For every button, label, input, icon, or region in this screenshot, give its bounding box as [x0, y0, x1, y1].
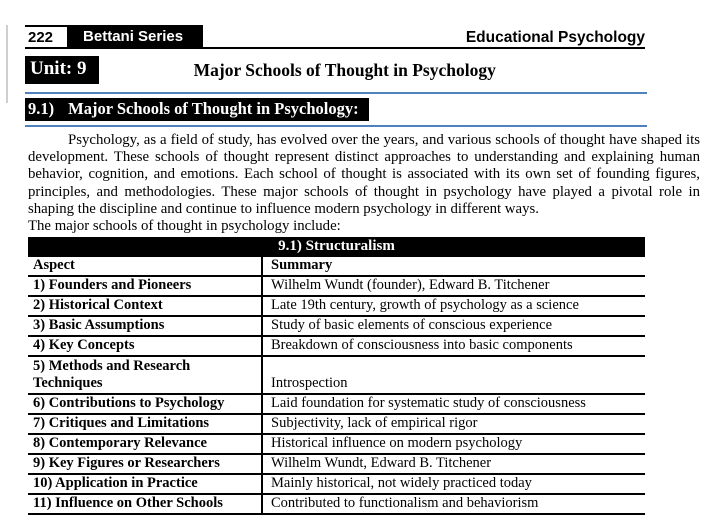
- table-header-row: [28, 256, 645, 276]
- table-row: [28, 394, 645, 414]
- table-row: [28, 356, 645, 394]
- summary-cell: Mainly historical, not widely practiced today: [262, 474, 645, 494]
- summary-cell: Laid foundation for systematic study of consciousness: [262, 394, 645, 414]
- summary-cell: Breakdown of consciousness into basic components: [262, 336, 645, 356]
- series-badge: Bettani Series: [67, 25, 203, 47]
- column-header-summary: Summary: [262, 256, 645, 276]
- unit-badge: Unit: 9: [25, 56, 99, 84]
- page-number: 222: [25, 25, 67, 47]
- table-row: [28, 474, 645, 494]
- aspect-cell: 8) Contemporary Relevance: [28, 434, 262, 454]
- summary-cell: Subjectivity, lack of empirical rigor: [262, 414, 645, 434]
- table-title: 9.1) Structuralism: [28, 237, 645, 256]
- intro-paragraph: Psychology, as a field of study, has evolved over the years, and various schools of thought have shaped its development. These schools of thought represent distinct approaches to understanding and explaining human behavior, cognition, and emotions. Each school of thought is associated with its own set of founding figures, principles, and methodologies. These major schools of thought in psychology have played a pivotal role in shaping the discipline and continue to influence modern psychology in different ways.: [28, 132, 700, 217]
- section-heading-text: Major Schools of Thought in Psychology:: [68, 99, 359, 118]
- aspect-cell: 9) Key Figures or Researchers: [28, 454, 262, 474]
- header-spacer: [203, 25, 466, 47]
- table-row: [28, 296, 645, 316]
- table-row: [28, 414, 645, 434]
- intro-paragraph-block: [28, 132, 700, 218]
- section-heading-rule: [25, 92, 647, 127]
- table-title-row: [28, 237, 645, 256]
- summary-cell: Wilhelm Wundt (founder), Edward B. Titchener: [262, 276, 645, 296]
- table-row: [28, 454, 645, 474]
- section-number: 9.1): [28, 99, 55, 118]
- aspect-cell: 6) Contributions to Psychology: [28, 394, 262, 414]
- structuralism-table: [28, 237, 645, 515]
- subject-title: Educational Psychology: [465, 29, 645, 46]
- summary-cell: Study of basic elements of conscious experience: [262, 316, 645, 336]
- page-header: [25, 25, 645, 49]
- page-edge-line: [6, 25, 8, 103]
- aspect-cell: 7) Critiques and Limitations: [28, 414, 262, 434]
- summary-cell: Introspection: [262, 356, 645, 394]
- summary-cell: Late 19th century, growth of psychology as a science: [262, 296, 645, 316]
- summary-cell: Contributed to functionalism and behaviorism: [262, 494, 645, 514]
- table-row: [28, 276, 645, 296]
- aspect-cell: 4) Key Concepts: [28, 336, 262, 356]
- aspect-cell: 11) Influence on Other Schools: [28, 494, 262, 514]
- section-heading: [25, 98, 369, 121]
- summary-cell: Historical influence on modern psychology: [262, 434, 645, 454]
- table-row: [28, 316, 645, 336]
- summary-cell: Wilhelm Wundt, Edward B. Titchener: [262, 454, 645, 474]
- table-row: [28, 336, 645, 356]
- column-header-aspect: Aspect: [28, 256, 262, 276]
- aspect-cell: 1) Founders and Pioneers: [28, 276, 262, 296]
- aspect-cell: 3) Basic Assumptions: [28, 316, 262, 336]
- aspect-cell: 2) Historical Context: [28, 296, 262, 316]
- table-row: [28, 434, 645, 454]
- textbook-page: [0, 25, 708, 531]
- unit-title: Major Schools of Thought in Psychology: [193, 59, 496, 80]
- aspect-cell: 5) Methods and Research Techniques: [28, 356, 262, 394]
- unit-header: [25, 55, 645, 85]
- table-row: [28, 494, 645, 514]
- lead-in-line: The major schools of thought in psychology include:: [28, 218, 341, 235]
- aspect-cell: 10) Application in Practice: [28, 474, 262, 494]
